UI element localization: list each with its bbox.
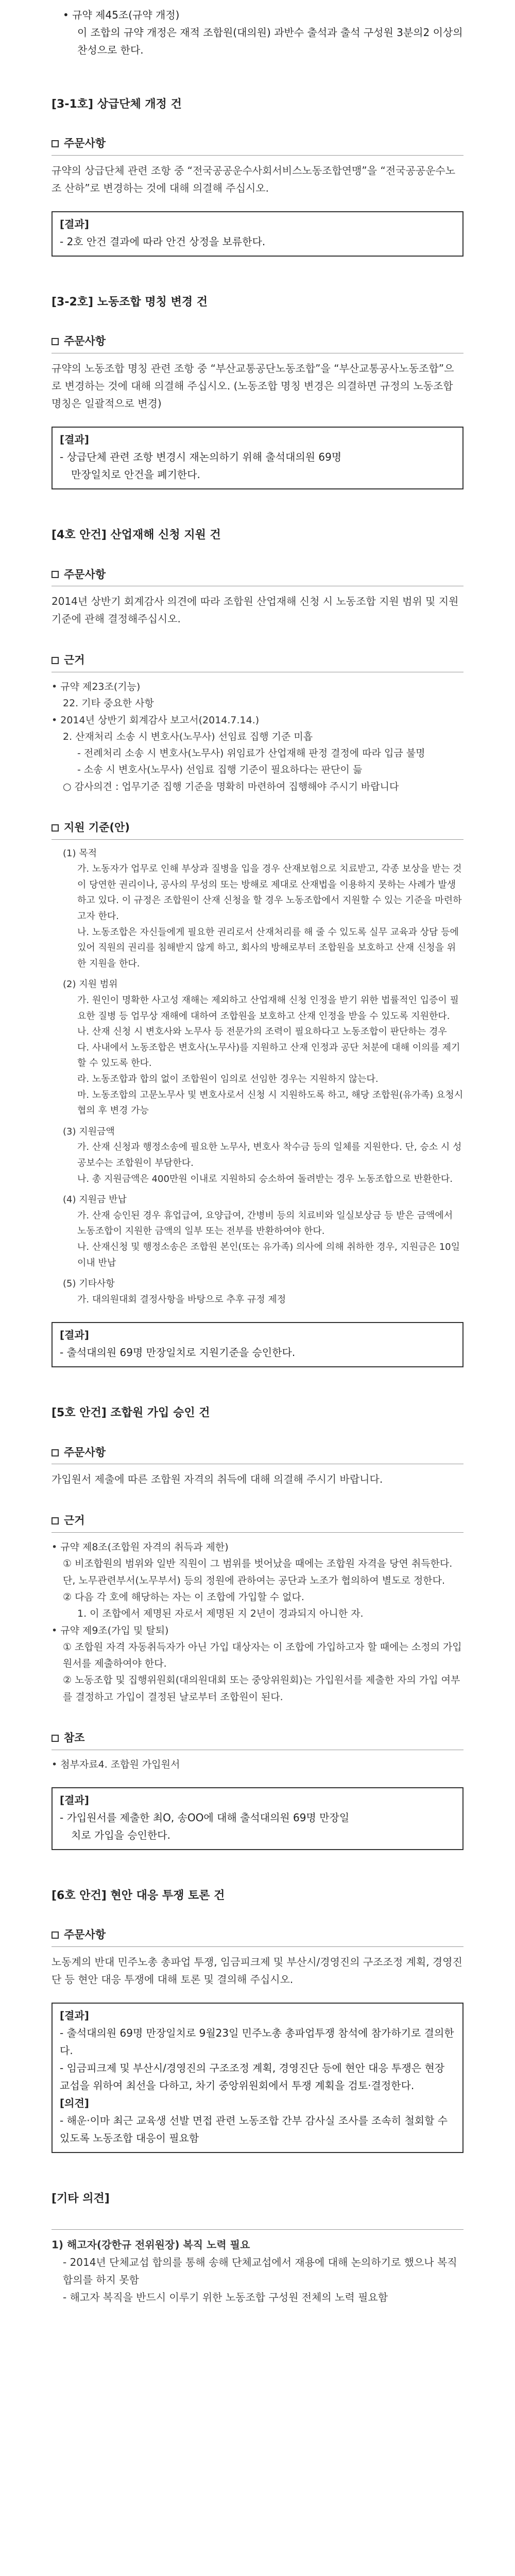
result-box [52,211,464,257]
result-line: [의견] [60,2097,89,2110]
body-text: 규약의 상급단체 관련 조항 중 “전국공공운수사회서비스노동조합연맹”을 “전국공공운수노조 산하”로 변경하는 것에 대해 의결해 주십시오. [52,164,456,195]
result-line: 치로 가입을 승인한다. [71,1829,170,1842]
list-line: 가. 산재 신청과 행정소송에 필요한 노무사, 변호사 착수금 등의 일체를 지원한다. 단, 승소 시 성공보수는 조합원이 부담한다. [77,1142,462,1168]
result-box [52,2003,464,2153]
list-line: 가. 산재 승인된 경우 휴업급여, 요양급여, 간병비 등의 치료비와 일실보상금 등 받은 금액에서 노동조합이 지원한 금액의 일부 또는 전부를 반환하여야 한다. [77,1210,453,1237]
sub-title-label: 주문사항 [64,1928,106,1941]
list-line: ② 노동조합 및 집행위원회(대의원대회 또는 중앙위원회)는 가입원서를 제출한 자의 가입 여부를 결정하고 가입이 결정된 날로부터 조합원이 된다. [63,1674,460,1703]
divider [52,1532,464,1533]
sub-title [52,1444,464,1462]
section-title: [6호 안건] 현안 대응 투쟁 토론 건 [52,1889,225,1903]
body-text: 노동계의 반대 민주노총 총파업 투쟁, 임금피크제 및 부산시/경영진의 구조조정 계획, 경영진단 등 현안 대응 투쟁에 대해 토론 및 결의해 주십시오. [52,1956,462,1986]
result-head: [결과] [60,2009,89,2022]
body-text: 가입원서 제출에 따른 조합원 자격의 취득에 대해 의결해 주시기 바랍니다. [52,1473,383,1486]
list-line: (1) 목적 [63,848,97,859]
section-6 [52,1886,464,2153]
list-line: 2. 산재처리 소송 시 변호사(노무사) 선임료 집행 기준 미흡 [63,731,313,742]
result-line: - 출석대의원 69명 만장일치로 9월23일 민주노총 총파업투쟁 참석에 참가하기로 결의한다. [60,2027,454,2057]
sub-title-label: 주문사항 [64,1446,106,1459]
result-line: - 상급단체 관련 조항 변경시 재논의하기 위해 출석대의원 69명 [60,451,342,464]
result-head: [결과] [60,218,89,231]
result-line: 만장일치로 안건을 폐기한다. [71,468,200,481]
list-line: (5) 기타사항 [63,1278,115,1290]
list-line: 가. 노동자가 업무로 인해 부상과 질병을 입을 경우 산재보험으로 치료받고, 각종 보상을 받는 것이 당연한 권리이나, 공사의 무성의 또는 방해로 제대로 산재법을 이용하지 못하는 사례가 발생하고 있다. 이 규정은 조합원이 산재 신청을 할 경우 노동조합에서 지원할 수 있는 기준을 마련하고자 한다. [77,863,462,922]
divider [52,2229,464,2230]
list-line: • 규약 제23조(기능) [52,681,141,692]
top-block [52,0,464,59]
list-line: 나. 산재신청 및 행정소송은 조합원 본인(또는 유가족) 의사에 의해 취하한 경우, 지원금은 10일 이내 반납 [77,1241,460,1268]
checkbox-square-icon [52,1735,59,1742]
sub-title-label: 주문사항 [64,137,106,150]
list-line: - 소송 시 변호사(노무사) 선임료 집행 기준이 필요하다는 판단이 듦 [77,764,363,776]
divider [52,155,464,156]
list-line: 가. 대의원대회 결정사항을 바탕으로 추후 규정 제정 [77,1294,286,1305]
list-line: 22. 기타 중요한 사항 [63,698,154,709]
result-box [52,1322,464,1367]
list-line: ② 다음 각 호에 해당하는 자는 이 조합에 가입할 수 없다. [63,1591,304,1603]
list-line: 나. 총 지원금액은 400만원 이내로 지원하되 승소하여 돌려받는 경우 노동조합으로 반환한다. [77,1173,453,1184]
section-title: [4호 안건] 산업재해 신청 지원 건 [52,529,221,542]
section-4 [52,526,464,1367]
sub-title [52,1926,464,1944]
opinion-item: 1) 해고자(강한규 전위원장) 복직 노력 필요 [52,2238,250,2251]
section-3-1 [52,95,464,257]
list-line: 가. 원인이 명확한 사고성 재해는 제외하고 산업재해 신청 인정을 받기 위한 법률적인 입증이 필요한 질병 등 업무상 재해에 대하여 조합원을 보호하고 산재 인정을 받을 수 있도록 지원한다. [77,995,459,1022]
list-line: ○ 감사의견 : 업무기준 집행 기준을 명확히 마련하여 집행해야 주시기 바랍니다 [63,781,399,792]
sub-title [52,566,464,584]
result-head: [결과] [60,1329,89,1342]
list-line: (4) 지원금 반납 [63,1194,127,1206]
sub-title-label: 지원 기준(안) [64,821,130,834]
list-line: 나. 산재 신청 시 변호사와 노무사 등 전문가의 조력이 필요하다고 노동조합이 판단하는 경우 [77,1026,447,1038]
result-line: - 해운·이마 최근 교육생 선발 면접 관련 노동조합 간부 감사실 조사를 조속히 철회할 수 있도록 노동조합 대응이 필요함 [60,2114,448,2145]
sub-title [52,1729,464,1748]
sub-title [52,1512,464,1530]
sub-title-label: 참조 [64,1732,85,1744]
sub-title [52,134,464,153]
checkbox-square-icon [52,571,59,578]
result-head: [결과] [60,1794,89,1807]
list-line: • 첨부자료4. 조합원 가입원서 [52,1758,180,1770]
result-line: - 가입원서를 제출한 최O, 송OO에 대해 출석대의원 69명 만장일 [60,1811,350,1824]
opinion-line: - 해고자 복직을 반드시 이루기 위한 노동조합 구성원 전체의 노력 필요함 [63,2291,388,2303]
section-title: [5호 안건] 조합원 가입 승인 건 [52,1406,210,1420]
sub-title-label: 주문사항 [64,568,106,581]
sub-title-label: 근거 [64,654,85,667]
sub-title [52,819,464,837]
top-line-1: • 규약 제45조(규약 개정) [63,9,180,21]
result-line: - 임금피크제 및 부산시/경영진의 구조조정 계획, 경영진단 등에 현안 대응 투쟁은 현장 교섭을 위하여 최선을 다하고, 차기 중앙위원회에서 투쟁 계획을 검토·결정한다. [60,2062,445,2092]
sub-title-label: 근거 [64,1514,85,1527]
list-line: 나. 노동조합은 자신들에게 필요한 권리로서 산재처리를 해 줄 수 있도록 실무 교육과 상담 등에 있어 직원의 권리를 침해받지 않게 하고, 회사의 방해로부터 조합원을 보호하고 산재 신청을 위한 지원을 한다. [77,926,459,969]
opinion-line: - 2014년 단체교섭 합의를 통해 송해 단체교섭에서 재용에 대해 논의하기로 했으나 복직합의를 하지 못함 [63,2256,457,2286]
sub-title-label: 주문사항 [64,335,106,348]
result-line: - 2호 안건 결과에 따라 안건 상정을 보류한다. [60,235,266,248]
sub-title [52,651,464,670]
section-title: [3-1호] 상급단체 개정 건 [52,98,182,111]
checkbox-square-icon [52,1931,59,1939]
list-line: - 전례처리 소송 시 변호사(노무사) 위임료가 산업재해 판정 결정에 따라 입금 불명 [77,748,425,759]
sub-title [52,332,464,351]
section-title: [기타 의견] [52,2192,110,2206]
list-line: 마. 노동조합의 고문노무사 및 변호사로서 신청 시 지원하도록 하고, 해당 조합원(유가족) 요청시 협의 후 변경 가능 [77,1089,464,1116]
list-line: (3) 지원금액 [63,1126,115,1137]
divider [52,839,464,840]
result-head: [결과] [60,433,89,446]
checkbox-square-icon [52,140,59,147]
result-box [52,427,464,489]
divider [52,1946,464,1947]
list-line: 라. 노동조합과 합의 없이 조합원이 임의로 선임한 경우는 지원하지 않는다. [77,1074,379,1084]
section-other [52,2189,464,2306]
result-box [52,1787,464,1850]
list-line: 1. 이 조합에서 제명된 자로서 제명된 지 2년이 경과되지 아니한 자. [77,1608,364,1620]
checkbox-square-icon [52,338,59,345]
body-text: 규약의 노동조합 명칭 관련 조항 중 “부산교통공단노동조합”을 “부산교통공사노동조합”으로 변경하는 것에 대해 의결해 주십시오. (노동조합 명칭 변경은 의결하면 규정의 노동조합 명칭은 일괄적으로 변경) [52,362,454,410]
section-5 [52,1403,464,1850]
list-line: • 규약 제9조(가입 및 탈퇴) [52,1624,169,1636]
section-title: [3-2호] 노동조합 명칭 변경 건 [52,296,208,309]
list-line: ① 조합원 자격 자동취득자가 아닌 가입 대상자는 이 조합에 가입하고자 할 때에는 소정의 가입원서를 제출하여야 한다. [63,1641,462,1670]
top-line-2: 이 조합의 규약 개정은 재적 조합원(대의원) 과반수 출석과 출석 구성원 3분의2 이상의 찬성으로 한다. [77,26,463,56]
list-line: • 2014년 상반기 회계감사 보고서(2014.7.14.) [52,714,260,726]
section-3-2 [52,293,464,489]
list-line: (2) 지원 범위 [63,979,118,990]
checkbox-square-icon [52,1449,59,1456]
checkbox-square-icon [52,1517,59,1524]
checkbox-square-icon [52,824,59,832]
list-line: ① 비조합원의 범위와 일반 직원이 그 범위를 벗어났을 때에는 조합원 자격을 당연 취득한다. 단, 노무관련부서(노무부서) 등의 정원에 관하여는 공단과 노조가 협의하여 별도로 정한다. [63,1558,453,1586]
list-line: • 규약 제8조(조합원 자격의 취득과 제한) [52,1541,229,1553]
body-text: 2014년 상반기 회계감사 의견에 따라 조합원 산업재해 신청 시 노동조합 지원 범위 및 지원 기준에 관해 결정해주십시오. [52,595,459,625]
result-line: - 출석대의원 69명 만장일치로 지원기준을 승인한다. [60,1346,296,1359]
list-line: 다. 사내에서 노동조합은 변호사(노무사)를 지원하고 산재 인정과 공단 처분에 대해 이의를 제기할 수 있도록 한다. [77,1042,460,1069]
checkbox-square-icon [52,657,59,664]
